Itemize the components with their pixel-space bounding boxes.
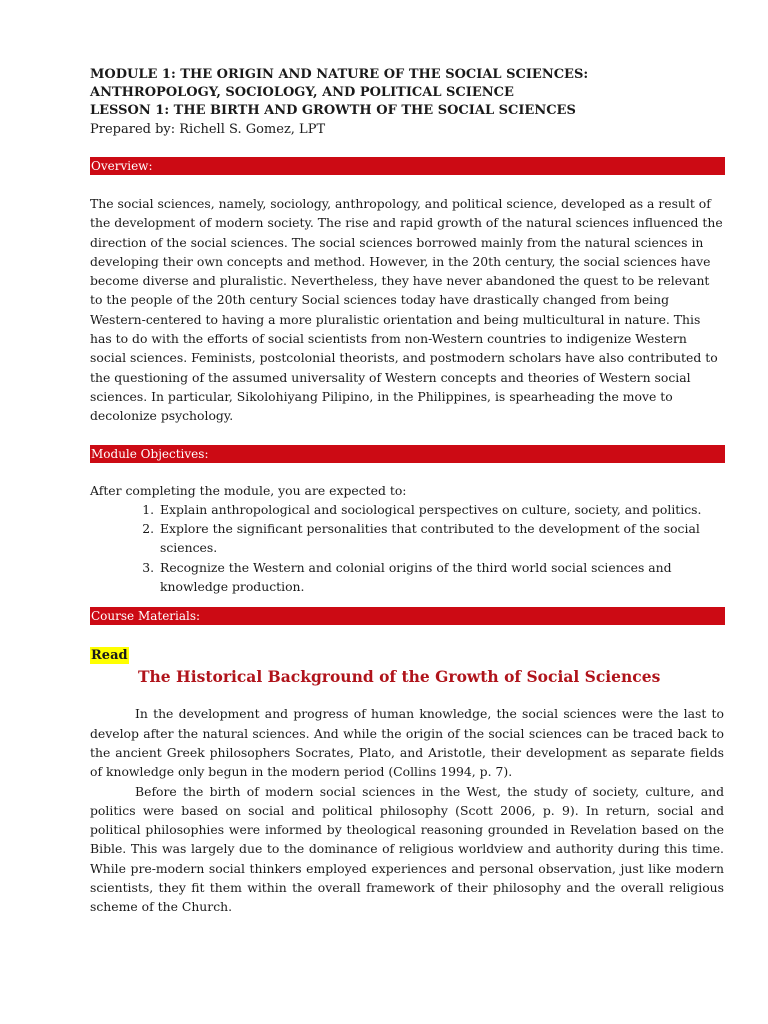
prepared-by: Prepared by: Richell S. Gomez, LPT (90, 122, 326, 137)
read-row (90, 644, 724, 664)
document-header (90, 66, 724, 139)
read-label: Read (91, 648, 128, 664)
module-subtitle: ANTHROPOLOGY, SOCIOLOGY, AND POLITICAL SCIENCE (90, 85, 514, 100)
lesson-title: LESSON 1: THE BIRTH AND GROWTH OF THE SOCIAL SCIENCES (90, 103, 576, 118)
article-paragraph: Before the birth of modern social sciences in the West, the study of society, culture, and politics were based on social and political philosophy (Scott 2006, p. 9). In return, social and political philosophies were informed by theological reasoning grounded in Revelation based on the Bible. This was largely due to the dominance of religious worldview and authority during this time. While pre-modern social thinkers employed experiences and personal observation, just like modern scientists, they fit them within the overall framework of their philosophy and the overall religious scheme of the Church. (90, 783, 724, 915)
article-title: The Historical Background of the Growth of Social Sciences (138, 667, 661, 687)
document-page (90, 66, 724, 917)
course-materials-heading: Course Materials: (90, 607, 725, 625)
list-item: 1. Explain anthropological and sociological perspectives on culture, society, and politics. (158, 500, 724, 519)
module-title: MODULE 1: THE ORIGIN AND NATURE OF THE SOCIAL SCIENCES: (90, 67, 589, 82)
objectives-heading: Module Objectives: (90, 445, 725, 463)
list-item: 2. Explore the significant personalities that contributed to the development of the social sciences. (158, 519, 724, 558)
list-item: 3. Recognize the Western and colonial origins of the third world social sciences and knowledge production. (158, 558, 724, 597)
overview-heading: Overview: (90, 157, 725, 175)
article-paragraph: In the development and progress of human knowledge, the social sciences were the last to develop after the natural sciences. And while the origin of the social sciences can be traced back to the ancient Greek philosophers Socrates, Plato, and Aristotle, their development as separate fields of knowledge only begun in the modern period (Collins 1994, p. 7). (90, 706, 724, 780)
objectives-list (90, 500, 724, 596)
objectives-intro: After completing the module, you are expected to: (90, 482, 407, 498)
overview-text: The social sciences, namely, sociology, anthropology, and political science, developed as a result of the development of modern society. The rise and rapid growth of the natural sciences influenced the direction of the social sciences. The social sciences borrowed mainly from the natural sciences in developing their own concepts and method. However, in the 20th century, the social sciences have become diverse and pluralistic. Nevertheless, they have never abandoned the quest to be relevant to the people of the 20th century Social sciences today have drastically changed from being Western-centered to having a more pluralistic orientation and being multicultural in nature. This has to do with the efforts of social scientists from non-Western countries to indigenize Western social sciences. Feminists, postcolonial theorists, and postmodern scholars have also contributed to the questioning of the assumed universality of Western concepts and theories of Western social sciences. In particular, Sikolohiyang Pilipino, in the Philippines, is spearheading the move to decolonize psychology. (90, 196, 723, 424)
